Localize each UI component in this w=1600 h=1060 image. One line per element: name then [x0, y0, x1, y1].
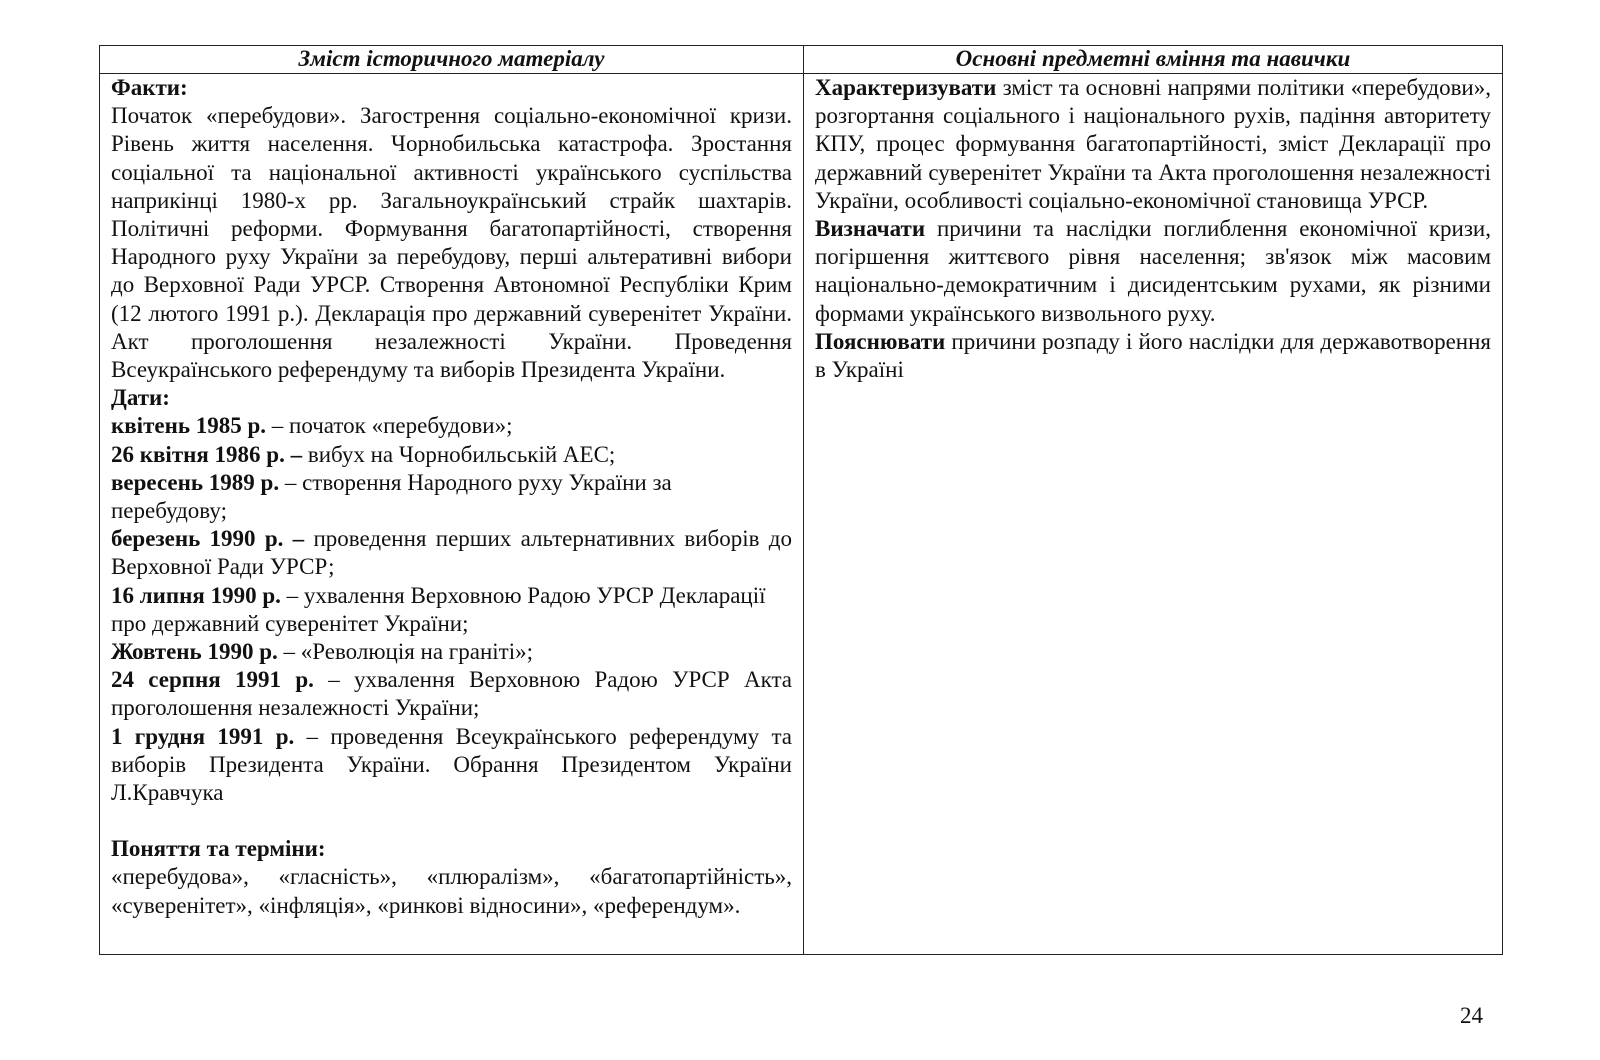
content-table: [99, 45, 1503, 955]
skill-verb: Визначати: [815, 216, 926, 242]
skill-item: [815, 328, 1491, 384]
table-header-row: [100, 46, 1503, 74]
date-description: – ухвалення Верховною Радою УРСР Декларації про державний суверенітет України;: [111, 582, 766, 636]
facts-text: Початок «перебудови». Загострення соціально-економічної кризи. Рівень життя населення. Чорнобильська катастрофа. Зростання соціальної та національної активності українського суспільства наприкінці 1980-х рр. Загальноукраїнський страйк шахтарів. Політичні реформи. Формування багатопартійності, створення Народного руху України за перебудову, перші альтеративні вибори до Верховної Ради УРСР. Створення Автономної Республіки Крим (12 лютого 1991 р.). Декларація про державний суверенітет України. Акт проголошення незалежності України. Проведення Всеукраїнського референдуму та виборів Президента України.: [111, 103, 792, 383]
date-description: – початок «перебудови»;: [266, 413, 513, 439]
date-label: вересень 1989 р.: [111, 469, 280, 495]
date-item: [111, 666, 792, 722]
skill-description: причини та наслідки поглиблення економічної кризи, погіршення життєвого рівня населення; зв'язок між масовим національно-демократичним і дисидентським рухами, як різними формами українського визвольного руху.: [815, 216, 1491, 326]
skill-verb: Пояснювати: [815, 328, 946, 354]
date-description: проведення перших альтернативних виборів до Верховної Ради УРСР;: [111, 526, 792, 580]
skill-description: зміст та основні напрями політики «перебудови», розгортання соціального і національного рухів, падіння авторитету КПУ, процес формування багатопартійності, зміст Декларації про державний суверенітет України та Акта проголошення незалежності України, особливості соціально-економічної становища УРСР.: [815, 75, 1491, 213]
date-label: квітень 1985 р.: [111, 413, 267, 439]
header-skills: Основні предметні вміння та навички: [804, 46, 1503, 74]
concepts-heading: Поняття та терміни:: [111, 836, 326, 862]
date-item: [111, 723, 792, 808]
date-label: 24 серпня 1991 р.: [111, 667, 314, 693]
facts-heading: Факти:: [111, 75, 188, 100]
date-item: [111, 469, 792, 525]
table-body-row: [100, 74, 1503, 955]
date-label: 26 квітня 1986 р. –: [111, 441, 303, 467]
date-description: – «Революція на граніті»;: [277, 639, 533, 665]
skill-item: [815, 215, 1491, 328]
date-item: [111, 525, 792, 581]
header-historical-content: Зміст історичного матеріалу: [100, 46, 804, 74]
page-number: 24: [1460, 1003, 1483, 1028]
date-description: – проведення Всеукраїнського референдуму та виборів Президента України. Обрання Президентом України Л.Кравчука: [111, 723, 792, 806]
section-spacer: [111, 807, 792, 835]
skills-cell: [804, 74, 1503, 955]
date-item: [111, 638, 792, 666]
date-label: 1 грудня 1991 р.: [111, 723, 295, 749]
date-label: 16 липня 1990 р.: [111, 582, 281, 608]
concepts-text: «перебудова», «гласність», «плюралізм», «багатопартійність», «суверенітет», «інфляція», «ринкові відносини», «референдум».: [111, 864, 792, 918]
date-item: [111, 412, 792, 440]
historical-content-cell: [100, 74, 804, 955]
date-item: [111, 582, 792, 638]
dates-heading: Дати:: [111, 385, 170, 411]
date-description: вибух на Чорнобильській АЕС;: [302, 441, 616, 467]
date-label: Жовтень 1990 р.: [111, 639, 278, 665]
skill-item: [815, 74, 1491, 215]
skill-verb: Характеризувати: [815, 75, 997, 100]
date-item: [111, 441, 792, 469]
date-description: – створення Народного руху України за перебудову;: [111, 469, 672, 524]
skill-description: причини розпаду і його наслідки для державотворення в Україні: [815, 328, 1491, 383]
date-label: березень 1990 р. –: [111, 526, 305, 552]
date-description: – ухвалення Верховною Радою УРСР Акта проголошення незалежності України;: [111, 667, 792, 721]
